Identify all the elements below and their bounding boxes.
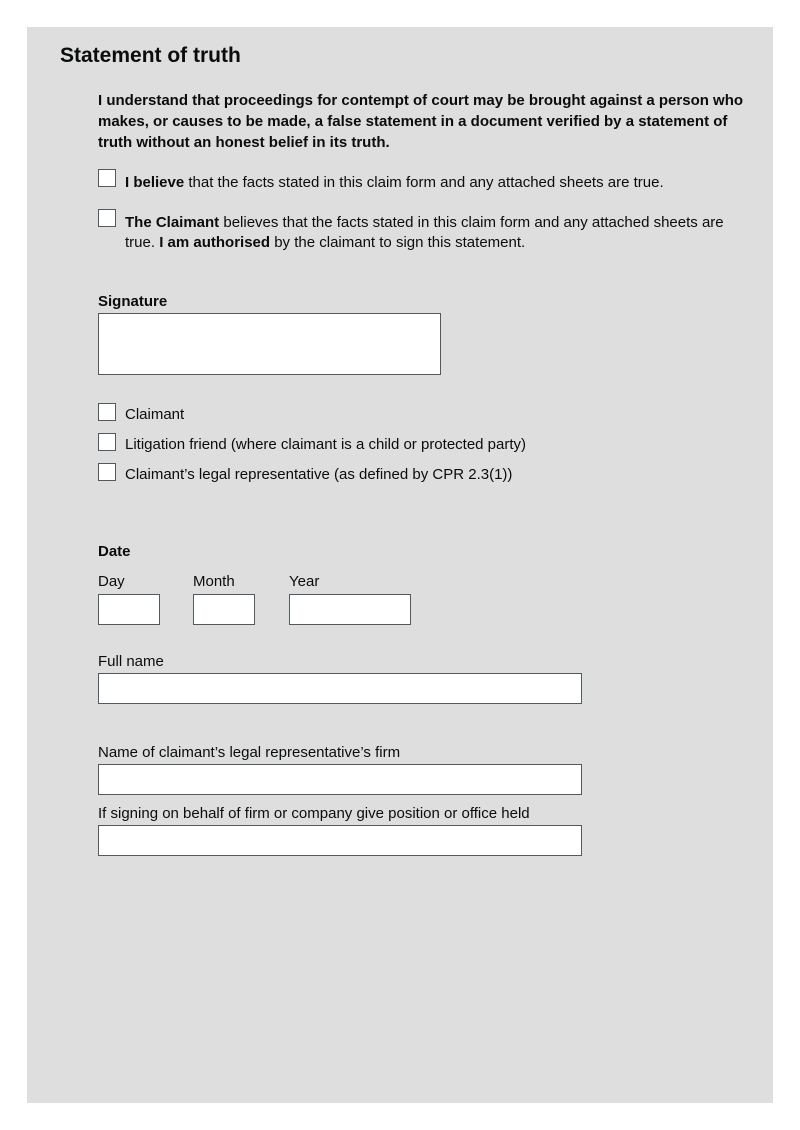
date-label: Date (98, 543, 131, 560)
i-believe-checkbox[interactable] (98, 169, 116, 187)
role-claimant-checkbox[interactable] (98, 403, 116, 421)
full-name-input[interactable] (98, 673, 582, 704)
day-label: Day (98, 573, 125, 590)
firm-name-input[interactable] (98, 764, 582, 795)
role-litigation-friend-checkbox[interactable] (98, 433, 116, 451)
position-input[interactable] (98, 825, 582, 856)
claimant-believes-text: believes that the facts stated in this claim form and any attached sheets are true. (125, 214, 724, 251)
contempt-warning: I understand that proceedings for contempt of court may be brought against a person who makes, or causes to be made, a false statement in a document verified by a statement of truth without an honest belief in its truth. (98, 92, 744, 151)
role-claimant-label: Claimant (125, 406, 185, 423)
year-input[interactable] (289, 594, 411, 625)
authorised-bold: I am authorised (159, 234, 271, 251)
month-label: Month (193, 573, 235, 590)
role-legal-rep-label: Claimant’s legal representative (as defined by CPR 2.3(1)) (125, 466, 513, 483)
claimant-believes-label (125, 213, 755, 253)
authorised-text: by the claimant to sign this statement. (270, 234, 526, 251)
i-believe-text: that the facts stated in this claim form and any attached sheets are true. (184, 174, 664, 191)
full-name-label: Full name (98, 653, 164, 670)
claimant-believes-checkbox[interactable] (98, 209, 116, 227)
signature-label: Signature (98, 293, 168, 310)
month-input[interactable] (193, 594, 255, 625)
i-believe-bold: I believe (125, 174, 185, 191)
position-label: If signing on behalf of firm or company give position or office held (98, 805, 530, 822)
i-believe-label (125, 173, 755, 193)
day-input[interactable] (98, 594, 160, 625)
section-title: Statement of truth (60, 44, 241, 67)
role-legal-rep-checkbox[interactable] (98, 463, 116, 481)
signature-field[interactable] (98, 313, 441, 375)
claimant-believes-bold: The Claimant (125, 214, 220, 231)
firm-name-label: Name of claimant’s legal representative’s firm (98, 744, 401, 761)
year-label: Year (289, 573, 320, 590)
role-litigation-friend-label: Litigation friend (where claimant is a child or protected party) (125, 436, 527, 453)
